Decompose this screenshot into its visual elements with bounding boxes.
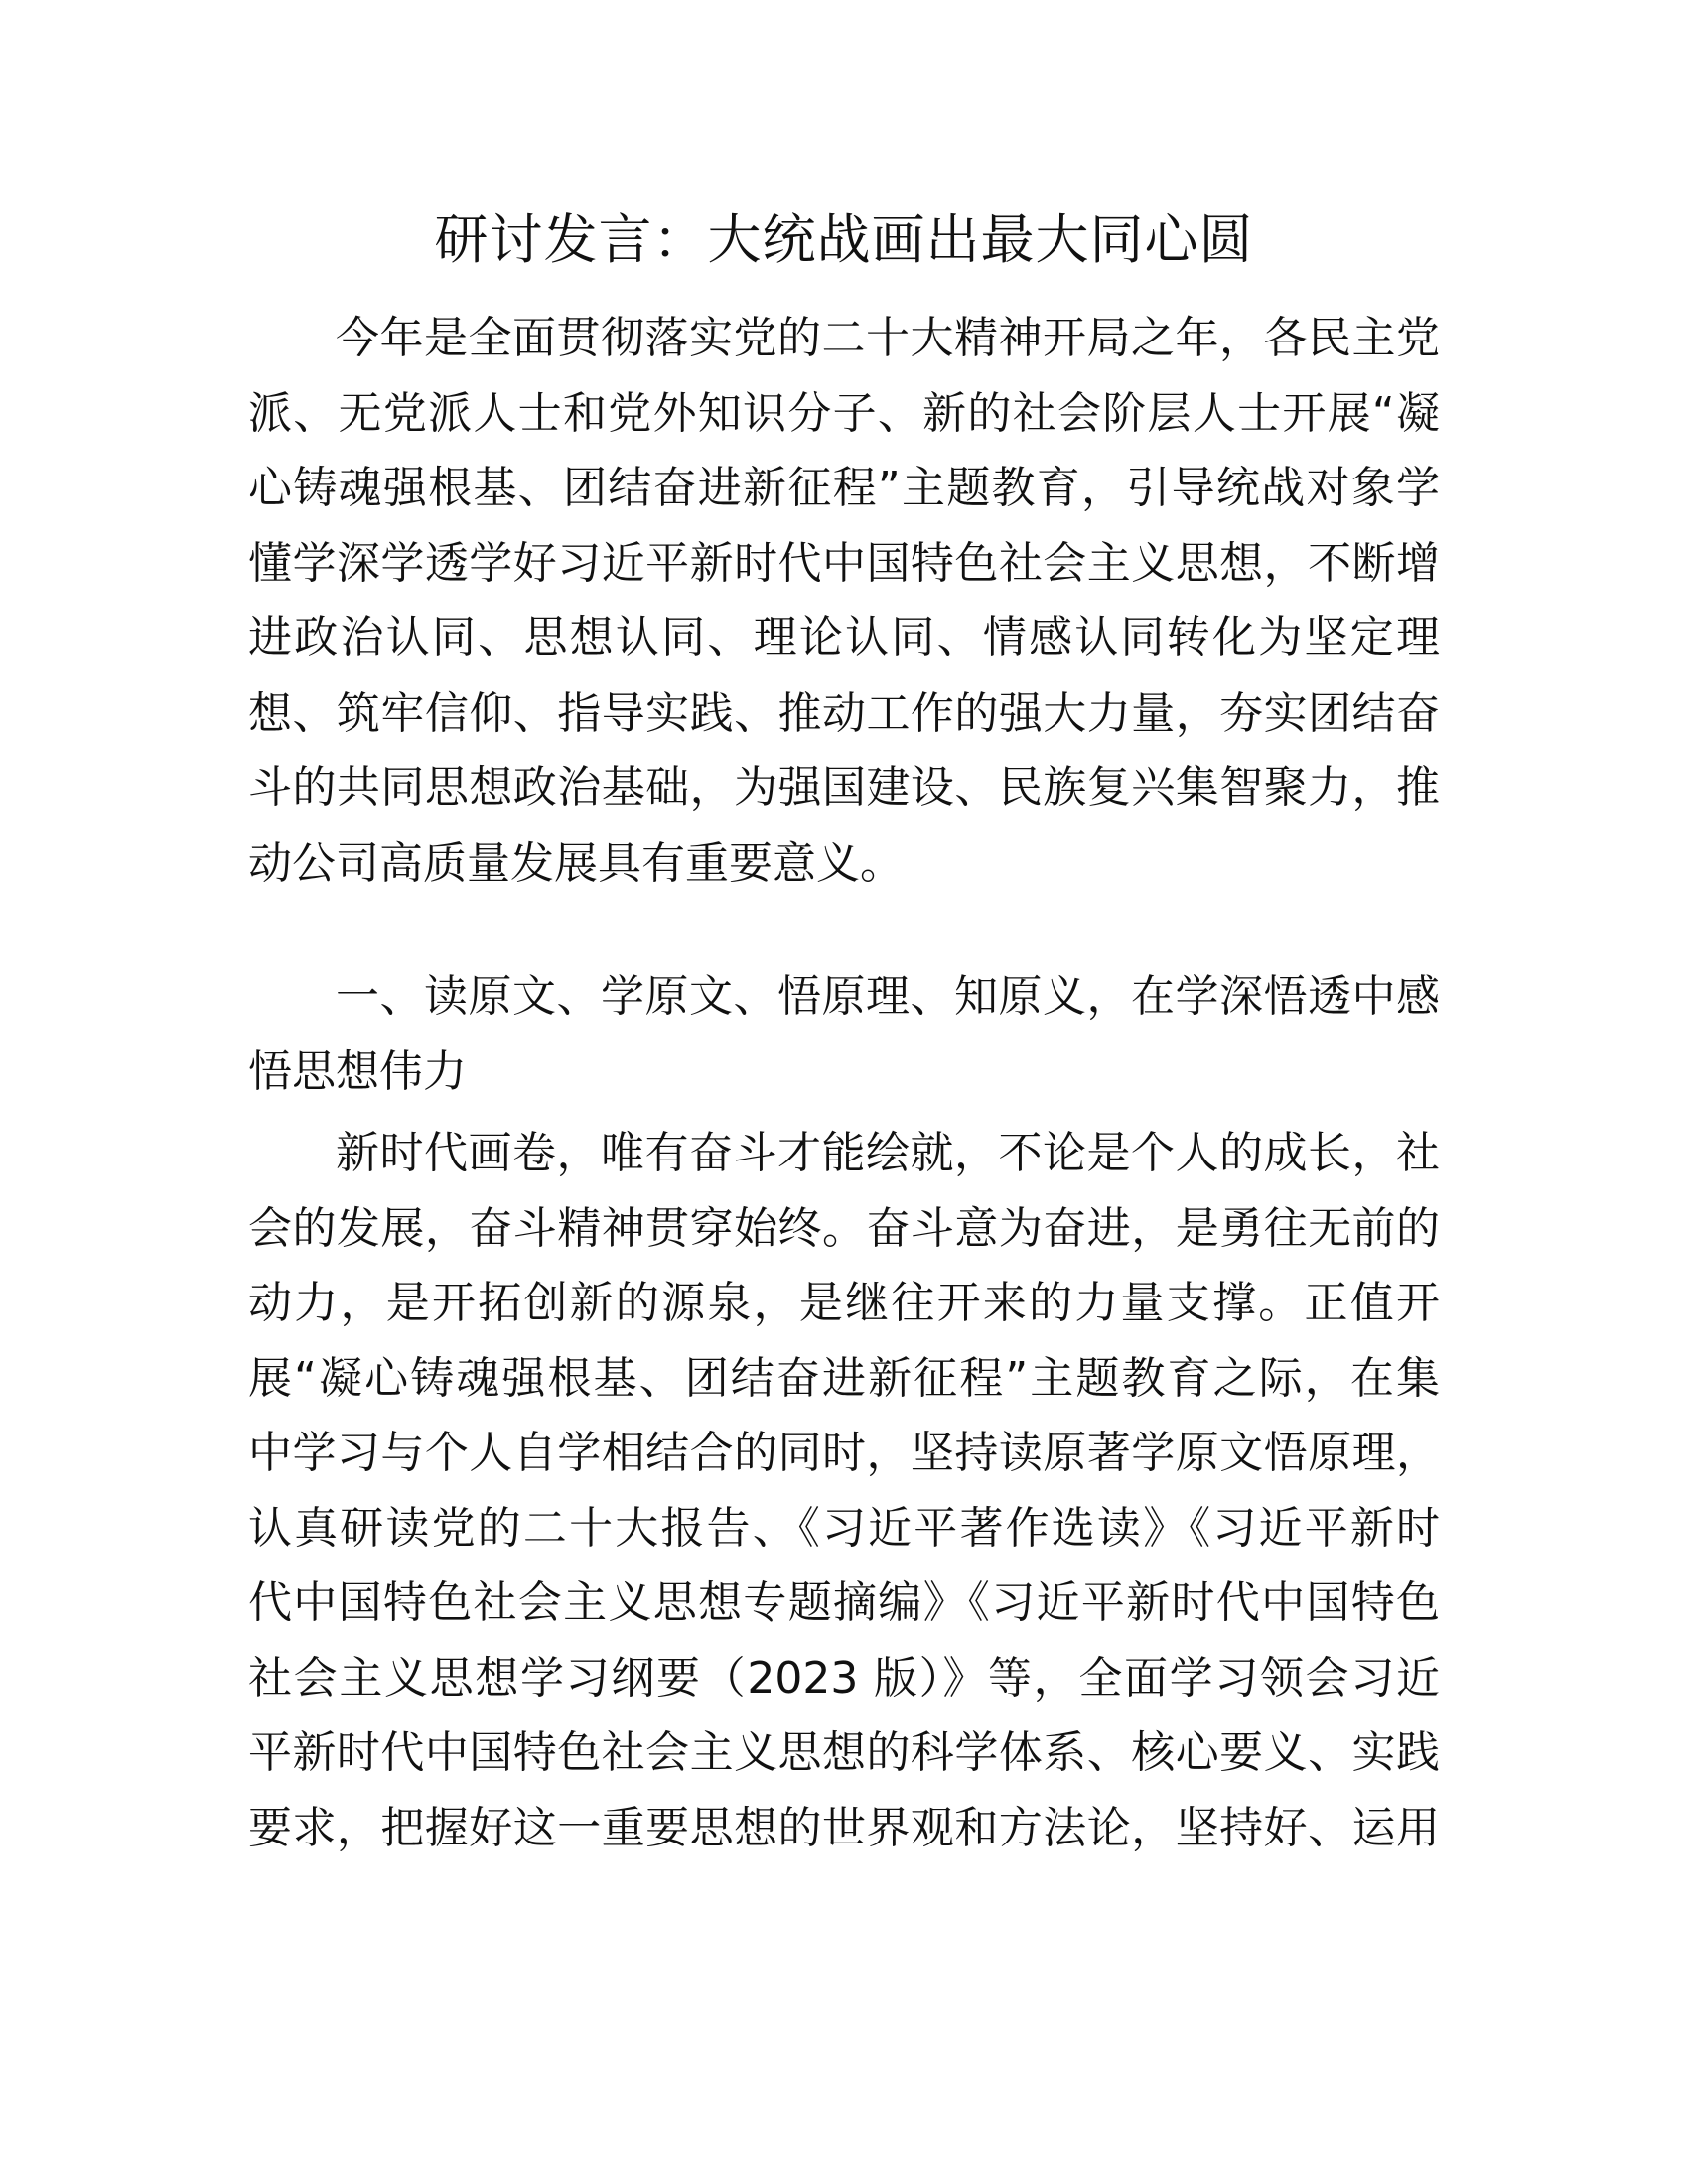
paragraph-line: 平新时代中国特色社会主义思想的科学体系、核心要义、实践 bbox=[248, 1727, 1440, 1778]
paragraph-body bbox=[248, 1116, 1440, 1865]
paragraph-line: 派、无党派人士和党外知识分子、新的社会阶层人士开展“凝 bbox=[248, 387, 1440, 439]
paragraph-line: 要求，把握好这一重要思想的世界观和方法论，坚持好、运用 bbox=[248, 1802, 1440, 1853]
paragraph-line: 懂学深学透学好习近平新时代中国特色社会主义思想，不断增 bbox=[248, 537, 1440, 589]
paragraph-intro bbox=[248, 301, 1440, 900]
paragraph-line: 动公司高质量发展具有重要意义。 bbox=[248, 837, 904, 888]
paragraph-line: 代中国特色社会主义思想专题摘编》《习近平新时代中国特色 bbox=[248, 1577, 1440, 1628]
paragraph-line: 会的发展，奋斗精神贯穿始终。奋斗意为奋进，是勇往无前的 bbox=[248, 1202, 1440, 1254]
paragraph-line: 斗的共同思想政治基础，为强国建设、民族复兴集智聚力，推 bbox=[248, 762, 1440, 813]
paragraph-line: 新时代画卷，唯有奋斗才能绘就，不论是个人的成长，社 bbox=[336, 1128, 1440, 1178]
paragraph-line: 展“凝心铸魂强根基、团结奋进新征程”主题教育之际，在集 bbox=[248, 1352, 1440, 1404]
heading-line: 一、读原文、学原文、悟原理、知原义，在学深悟透中感 bbox=[336, 971, 1440, 1022]
paragraph-line: 想、筑牢信仰、指导实践、推动工作的强大力量，夯实团结奋 bbox=[248, 687, 1440, 739]
paragraph-line: 中学习与个人自学相结合的同时，坚持读原著学原文悟原理， bbox=[248, 1428, 1440, 1478]
section-heading-1 bbox=[248, 959, 1440, 1109]
paragraph-line: 动力，是开拓创新的源泉，是继往开来的力量支撑。正值开 bbox=[248, 1278, 1440, 1328]
paragraph-line: 进政治认同、思想认同、理论认同、情感认同转化为坚定理 bbox=[248, 613, 1440, 663]
document-title: 研讨发言：大统战画出最大同心圆 bbox=[434, 208, 1254, 271]
paragraph-line: 心铸魂强根基、团结奋进新征程”主题教育，引导统战对象学 bbox=[248, 463, 1440, 513]
heading-line: 悟思想伟力 bbox=[248, 1045, 467, 1097]
paragraph-line: 认真研读党的二十大报告、《习近平著作选读》《习近平新时 bbox=[248, 1502, 1440, 1554]
paragraph-line: 社会主义思想学习纲要（2023 版）》等，全面学习领会习近 bbox=[248, 1652, 1440, 1704]
paragraph-line: 今年是全面贯彻落实党的二十大精神开局之年，各民主党 bbox=[336, 313, 1440, 363]
